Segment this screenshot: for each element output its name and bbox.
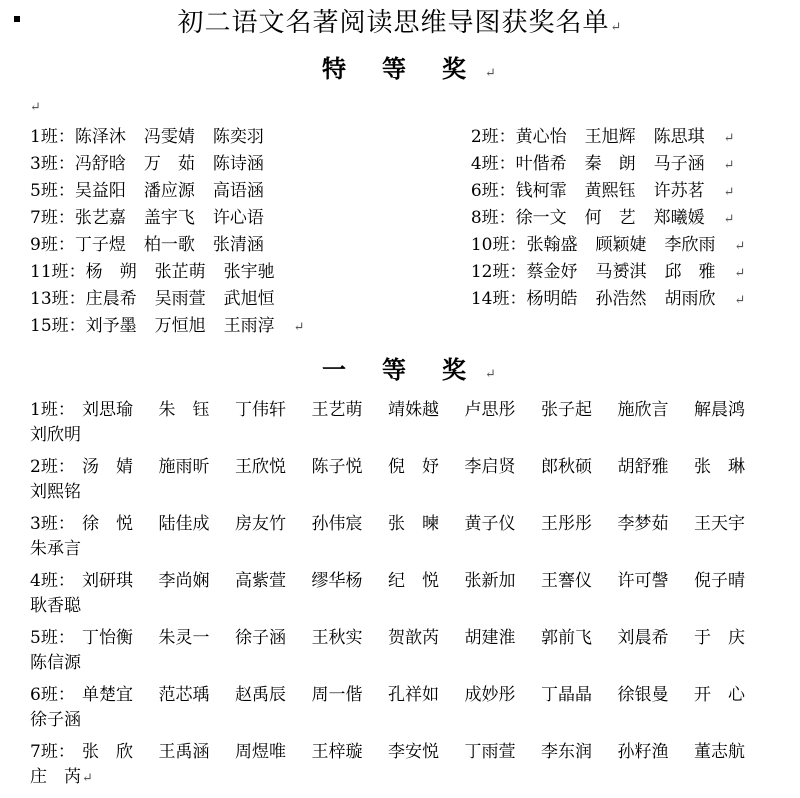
student-name: 何 艺 <box>584 208 636 228</box>
paragraph-mark: ↵ <box>723 185 735 200</box>
special-award-entry <box>471 286 770 313</box>
student-name: 施欣言 <box>617 400 669 420</box>
class-label: 7班： <box>30 742 75 762</box>
student-name: 潘应源 <box>143 181 195 201</box>
student-name: 许心语 <box>212 208 264 228</box>
student-name: 杨 朔 <box>85 262 137 282</box>
student-name: 倪 妤 <box>388 457 439 477</box>
class-label: 1班： <box>30 127 75 147</box>
first-award-names-line <box>30 626 780 651</box>
student-name: 纪 悦 <box>388 571 439 591</box>
special-award-row <box>30 259 770 286</box>
first-award-overflow-line <box>30 765 780 791</box>
special-award-heading <box>0 54 800 89</box>
special-award-row <box>30 205 770 232</box>
first-award-row <box>30 683 780 733</box>
student-name: 蔡金妤 <box>526 262 578 282</box>
student-name: 刘熙铭 <box>30 482 81 502</box>
student-name: 李欣雨 <box>664 235 716 255</box>
first-award-overflow-line <box>30 651 780 676</box>
paragraph-mark: ↵ <box>293 320 305 335</box>
student-name: 张艺嘉 <box>74 208 126 228</box>
student-name: 于 庆 <box>694 628 745 648</box>
paragraph-mark: ↵ <box>723 158 735 173</box>
student-name: 王雨淳 <box>223 316 275 336</box>
student-name: 秦 朗 <box>584 154 636 174</box>
student-name: 万恒旭 <box>154 316 206 336</box>
student-name: 钱柯霏 <box>515 181 567 201</box>
paragraph-mark: ↵ <box>734 266 746 281</box>
student-name: 马赟淇 <box>595 262 647 282</box>
student-name: 李尚娴 <box>158 571 210 591</box>
student-name: 徐一文 <box>515 208 567 228</box>
student-name: 王欣悦 <box>235 457 286 477</box>
student-name: 单楚宜 <box>82 685 133 705</box>
first-award-row <box>30 455 780 505</box>
student-name: 张 暕 <box>388 514 439 534</box>
student-name: 刘予墨 <box>85 316 137 336</box>
special-award-list <box>30 124 770 340</box>
student-name: 高语涵 <box>212 181 264 201</box>
student-name: 徐 悦 <box>82 514 133 534</box>
class-label: 3班： <box>30 154 75 174</box>
student-name: 李安悦 <box>388 742 439 762</box>
student-name: 高紫萱 <box>235 571 286 591</box>
student-name: 王秋实 <box>311 628 363 648</box>
student-name: 范芯瑀 <box>158 685 210 705</box>
student-name: 黄子仪 <box>464 514 516 534</box>
student-name: 陈诗涵 <box>212 154 264 174</box>
student-name: 胡建淮 <box>464 628 516 648</box>
class-label: 2班： <box>30 457 75 477</box>
first-award-names-line <box>30 569 780 594</box>
student-name: 周煜唯 <box>235 742 286 762</box>
special-award-entry <box>30 124 471 151</box>
student-name: 张子起 <box>541 400 592 420</box>
student-name: 赵禹辰 <box>235 685 286 705</box>
class-label: 5班： <box>30 628 75 648</box>
student-name: 黄熙钰 <box>584 181 636 201</box>
student-name: 胡雨欣 <box>664 289 716 309</box>
first-award-overflow-line <box>30 480 780 505</box>
class-label: 7班： <box>30 208 75 228</box>
student-name: 董志航 <box>694 742 745 762</box>
paragraph-mark: ↵ <box>30 100 41 115</box>
heading-char: 一 <box>322 355 347 384</box>
student-name: 陈信源 <box>30 653 81 673</box>
class-label: 4班： <box>470 154 516 174</box>
class-label: 12班： <box>470 262 527 282</box>
student-name: 邱 雅 <box>664 262 716 282</box>
first-award-names-line <box>30 512 780 537</box>
student-name: 郑曦媛 <box>653 208 705 228</box>
student-name: 李东润 <box>541 742 592 762</box>
heading-char: 奖 <box>442 355 467 384</box>
student-name: 朱承言 <box>30 539 81 559</box>
student-name: 万 茹 <box>143 154 195 174</box>
student-name: 刘晨希 <box>617 628 669 648</box>
special-award-entry <box>471 178 770 205</box>
student-name: 周一偕 <box>311 685 363 705</box>
special-award-row <box>30 178 770 205</box>
paragraph-mark: ↵ <box>485 66 496 81</box>
class-label: 11班： <box>30 262 86 282</box>
student-name: 王謇仪 <box>541 571 592 591</box>
student-name: 武旭恒 <box>223 289 275 309</box>
paragraph-mark: ↵ <box>723 131 735 146</box>
first-award-names-line <box>30 740 780 765</box>
student-name: 丁怡衡 <box>82 628 133 648</box>
first-award-row <box>30 626 780 676</box>
class-label: 10班： <box>470 235 527 255</box>
paragraph-mark: ↵ <box>485 367 496 382</box>
student-name: 王艺萌 <box>311 400 363 420</box>
student-name: 张 琳 <box>694 457 745 477</box>
first-award-names-line <box>30 683 780 708</box>
special-award-row <box>30 124 770 151</box>
student-name: 孙伟宸 <box>311 514 363 534</box>
student-name: 陈子悦 <box>311 457 363 477</box>
student-name: 靖姝越 <box>388 400 439 420</box>
student-name: 汤 婧 <box>82 457 133 477</box>
student-name: 成妙彤 <box>464 685 516 705</box>
student-name: 徐银曼 <box>617 685 669 705</box>
student-name: 张 欣 <box>82 742 133 762</box>
student-name: 丁伟轩 <box>235 400 286 420</box>
student-name: 张清涵 <box>212 235 264 255</box>
student-name: 徐子涵 <box>30 710 81 730</box>
special-award-entry <box>471 259 770 286</box>
first-award-overflow-line <box>30 708 780 733</box>
special-award-entry <box>471 232 770 259</box>
student-name: 丁晶晶 <box>541 685 592 705</box>
student-name: 李启贤 <box>464 457 516 477</box>
class-label: 9班： <box>30 235 75 255</box>
student-name: 李梦茹 <box>617 514 669 534</box>
special-award-entry <box>30 259 471 286</box>
student-name: 叶偕希 <box>515 154 567 174</box>
student-name: 张宇驰 <box>223 262 275 282</box>
class-label: 4班： <box>30 571 75 591</box>
student-name: 孙浩然 <box>595 289 647 309</box>
paragraph-mark: ↵ <box>734 293 746 308</box>
class-label: 14班： <box>470 289 527 309</box>
first-award-row <box>30 398 780 448</box>
student-name: 王禹涵 <box>158 742 210 762</box>
special-award-entry <box>30 232 471 259</box>
student-name: 朱 钰 <box>158 400 210 420</box>
first-award-names-line <box>30 398 780 423</box>
student-name: 庄晨希 <box>85 289 137 309</box>
first-award-names-line <box>30 455 780 480</box>
special-award-entry <box>471 151 770 178</box>
first-award-row <box>30 569 780 619</box>
heading-char: 奖 <box>442 54 467 83</box>
student-name: 黄心怡 <box>515 127 567 147</box>
special-award-entry <box>30 178 471 205</box>
student-name: 缪华杨 <box>311 571 363 591</box>
student-name: 陈思琪 <box>653 127 705 147</box>
class-label: 6班： <box>30 685 75 705</box>
student-name: 吴雨萱 <box>154 289 206 309</box>
student-name: 柏一歌 <box>143 235 195 255</box>
student-name: 丁子煜 <box>74 235 126 255</box>
class-label: 8班： <box>470 208 516 228</box>
class-label: 1班： <box>30 400 75 420</box>
first-award-heading <box>0 355 800 390</box>
student-name: 张新加 <box>464 571 516 591</box>
student-name: 陈泽沐 <box>74 127 126 147</box>
student-name: 顾颖婕 <box>595 235 647 255</box>
student-name: 吴益阳 <box>74 181 126 201</box>
first-award-overflow-line <box>30 594 780 619</box>
page-title: 初二语文名著阅读思维导图获奖名单↵ <box>177 8 623 38</box>
special-award-entry <box>30 286 471 313</box>
student-name: 盖宇飞 <box>143 208 195 228</box>
student-name: 陆佳成 <box>158 514 210 534</box>
student-name: 耿香聪 <box>30 596 81 616</box>
student-name: 张芷萌 <box>154 262 206 282</box>
student-name: 王天宇 <box>694 514 745 534</box>
special-award-row <box>30 232 770 259</box>
student-name: 施雨昕 <box>158 457 210 477</box>
heading-char: 特 <box>322 54 347 83</box>
student-name: 孔祥如 <box>388 685 439 705</box>
first-award-overflow-line <box>30 423 780 448</box>
student-name: 王彤彤 <box>541 514 592 534</box>
student-name: 卢思彤 <box>464 400 516 420</box>
student-name: 杨明皓 <box>526 289 578 309</box>
special-award-entry <box>471 205 770 232</box>
student-name: 朱灵一 <box>158 628 210 648</box>
first-award-overflow-line <box>30 537 780 562</box>
student-name: 开 心 <box>694 685 745 705</box>
special-award-entry <box>471 313 770 340</box>
special-award-entry <box>30 151 471 178</box>
special-award-row <box>30 286 770 313</box>
student-name: 刘欣明 <box>30 425 81 445</box>
special-award-row <box>30 151 770 178</box>
class-label: 3班： <box>30 514 75 534</box>
student-name: 郭前飞 <box>541 628 592 648</box>
class-label: 5班： <box>30 181 75 201</box>
student-name: 房友竹 <box>235 514 286 534</box>
heading-char: 等 <box>382 355 407 384</box>
paragraph-mark: ↵ <box>734 239 746 254</box>
student-name: 庄 芮 <box>30 767 81 787</box>
student-name: 许可謦 <box>617 571 669 591</box>
student-name: 王旭辉 <box>584 127 636 147</box>
class-label: 13班： <box>30 289 86 309</box>
student-name: 丁雨萱 <box>464 742 516 762</box>
student-name: 王梓璇 <box>311 742 363 762</box>
student-name: 解晨鸿 <box>694 400 745 420</box>
special-award-row <box>30 313 770 340</box>
special-award-entry <box>471 124 770 151</box>
student-name: 孙籽渔 <box>617 742 669 762</box>
student-name: 贺歆芮 <box>388 628 439 648</box>
class-label: 6班： <box>470 181 516 201</box>
student-name: 陈奕羽 <box>212 127 264 147</box>
student-name: 冯雯婧 <box>143 127 195 147</box>
student-name: 马子涵 <box>653 154 705 174</box>
student-name: 胡舒雅 <box>617 457 669 477</box>
first-award-row <box>30 740 780 791</box>
class-label: 2班： <box>470 127 516 147</box>
special-award-entry <box>30 313 471 340</box>
student-name: 刘思瑜 <box>82 400 133 420</box>
first-award-row <box>30 512 780 562</box>
special-award-entry <box>30 205 471 232</box>
student-name: 冯舒晗 <box>74 154 126 174</box>
student-name: 刘研琪 <box>82 571 133 591</box>
class-label: 15班： <box>30 316 86 336</box>
first-award-list <box>30 398 780 798</box>
student-name: 许苏茗 <box>653 181 705 201</box>
paragraph-mark: ↵ <box>82 771 93 786</box>
paragraph-mark: ↵ <box>723 212 735 227</box>
student-name: 倪子晴 <box>694 571 745 591</box>
paragraph-mark: ↵ <box>610 20 623 35</box>
student-name: 郎秋硕 <box>541 457 592 477</box>
student-name: 徐子涵 <box>235 628 286 648</box>
student-name: 张翰盛 <box>526 235 578 255</box>
heading-char: 等 <box>382 54 407 83</box>
